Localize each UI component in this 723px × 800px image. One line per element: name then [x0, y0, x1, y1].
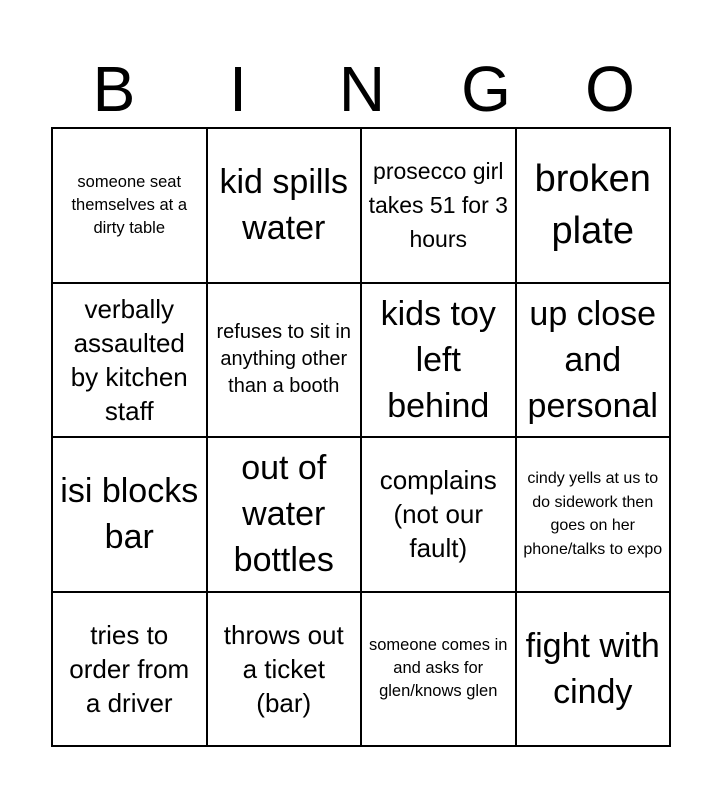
- cell-text: someone seat themselves at a dirty table: [71, 172, 188, 237]
- bingo-cell[interactable]: [362, 593, 517, 748]
- header-letter-i: I: [229, 53, 247, 125]
- cell-text: kids toy left behind: [380, 294, 496, 425]
- cell-text: throws out a ticket (bar): [223, 619, 344, 718]
- header-letter-n: N: [338, 53, 386, 125]
- bingo-cell[interactable]: [517, 438, 672, 593]
- bingo-cell[interactable]: [53, 129, 208, 284]
- cell-text: fight with cindy: [525, 626, 660, 711]
- cell-text: complains (not our fault): [379, 465, 497, 564]
- bingo-cell[interactable]: [362, 129, 517, 284]
- bingo-cell[interactable]: [208, 284, 363, 439]
- cell-text: broken plate: [534, 158, 651, 253]
- header-letter-o: O: [585, 53, 635, 125]
- header-letter-b: B: [92, 53, 136, 125]
- bingo-cell[interactable]: [208, 129, 363, 284]
- bingo-cell[interactable]: [362, 284, 517, 439]
- cell-text: someone comes in and asks for glen/knows glen: [369, 636, 508, 701]
- bingo-cell[interactable]: [208, 593, 363, 748]
- cell-text: verbally assaulted by kitchen staff: [70, 293, 188, 426]
- bingo-cell[interactable]: [362, 438, 517, 593]
- bingo-cell[interactable]: [53, 438, 208, 593]
- cell-text: kid spills water: [219, 163, 348, 248]
- cell-text: tries to order from a driver: [69, 619, 190, 718]
- cell-text: isi blocks bar: [60, 472, 199, 557]
- cell-text: prosecco girl takes 51 for 3 hours: [368, 158, 508, 253]
- cell-text: out of water bottles: [233, 449, 334, 580]
- header-letter-g: G: [461, 53, 511, 125]
- cell-text: cindy yells at us to do sidework then goes on her phone/talks to expo: [523, 470, 663, 558]
- cell-text: up close and personal: [527, 294, 658, 425]
- bingo-card: [51, 127, 671, 747]
- bingo-cell[interactable]: [517, 284, 672, 439]
- bingo-cell[interactable]: [517, 593, 672, 748]
- bingo-cell[interactable]: [517, 129, 672, 284]
- bingo-header: [52, 50, 672, 128]
- bingo-cell[interactable]: [53, 284, 208, 439]
- cell-text: refuses to sit in anything other than a booth: [216, 321, 351, 398]
- bingo-cell[interactable]: [53, 593, 208, 748]
- bingo-cell[interactable]: [208, 438, 363, 593]
